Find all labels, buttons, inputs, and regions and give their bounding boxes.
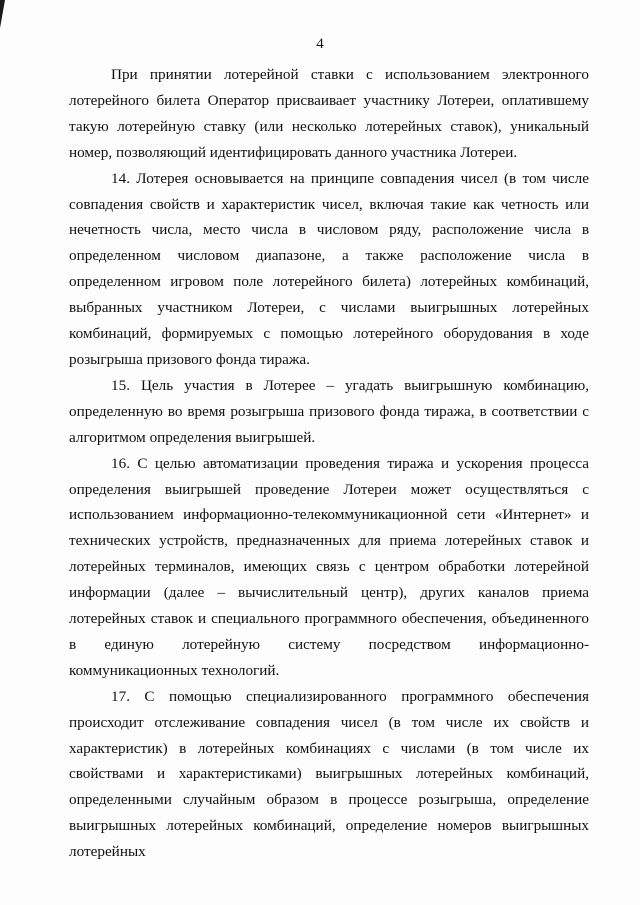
paragraph-17: 17. С помощью специализированного программного обеспечения происходит отслеживание совпадения чисел (в том числе их свойств и характеристик) в лотерейных комбинациях с числами (в том числе их свойствами и характеристиками) выигрышных лотерейных комбинаций, определенными случайным образом в процессе розыгрыша, определение выигрышных лотерейных комбинаций, определение номеров выигрышных лотерейных xyxy=(69,687,589,861)
paragraph-15: 15. Цель участия в Лотерее – угадать выигрышную комбинацию, определенную во время розыгрыша призового фонда тиража, в соответствии с алгоритмом определения выигрышей. xyxy=(69,376,589,446)
page-number: 4 xyxy=(316,36,324,52)
scan-edge-mark xyxy=(0,0,5,28)
paragraph-intro: При принятии лотерейной ставки с использованием электронного лотерейного билета Оператор присваивает участнику Лотереи, оплатившему такую лотерейную ставку (или несколько лотерейных ставок), уникальный номер, позволяющий идентифицировать данного участника Лотереи. xyxy=(69,66,589,161)
paragraph-16: 16. С целью автоматизации проведения тиража и ускорения процесса определения выигрышей проведение Лотереи может осуществляться с использованием информационно-телекоммуникационной сети «Интернет» и технических устройств, предназначенных для приема лотерейных ставок и лотерейных терминалов, имеющих связь с центром обработки лотерейной информации (далее – вычислительный центр), других каналов приема лотерейных ставок и специального программного обеспечения, объединенного в единую лотерейную систему посредством информационно-коммуникационных технологий. xyxy=(69,454,589,679)
document-body xyxy=(69,62,589,865)
paragraph-14: 14. Лотерея основывается на принципе совпадения чисел (в том числе совпадения свойств и характеристик чисел, включая такие как четность или нечетность числа, место числа в числовом ряду, расположение числа в определенном числовом диапазоне, а также расположение числа в определенном игровом поле лотерейного билета) лотерейных комбинаций, выбранных участником Лотереи, с числами выигрышных лотерейных комбинаций, формируемых с помощью лотерейного оборудования в ходе розыгрыша призового фонда тиража. xyxy=(69,169,589,368)
